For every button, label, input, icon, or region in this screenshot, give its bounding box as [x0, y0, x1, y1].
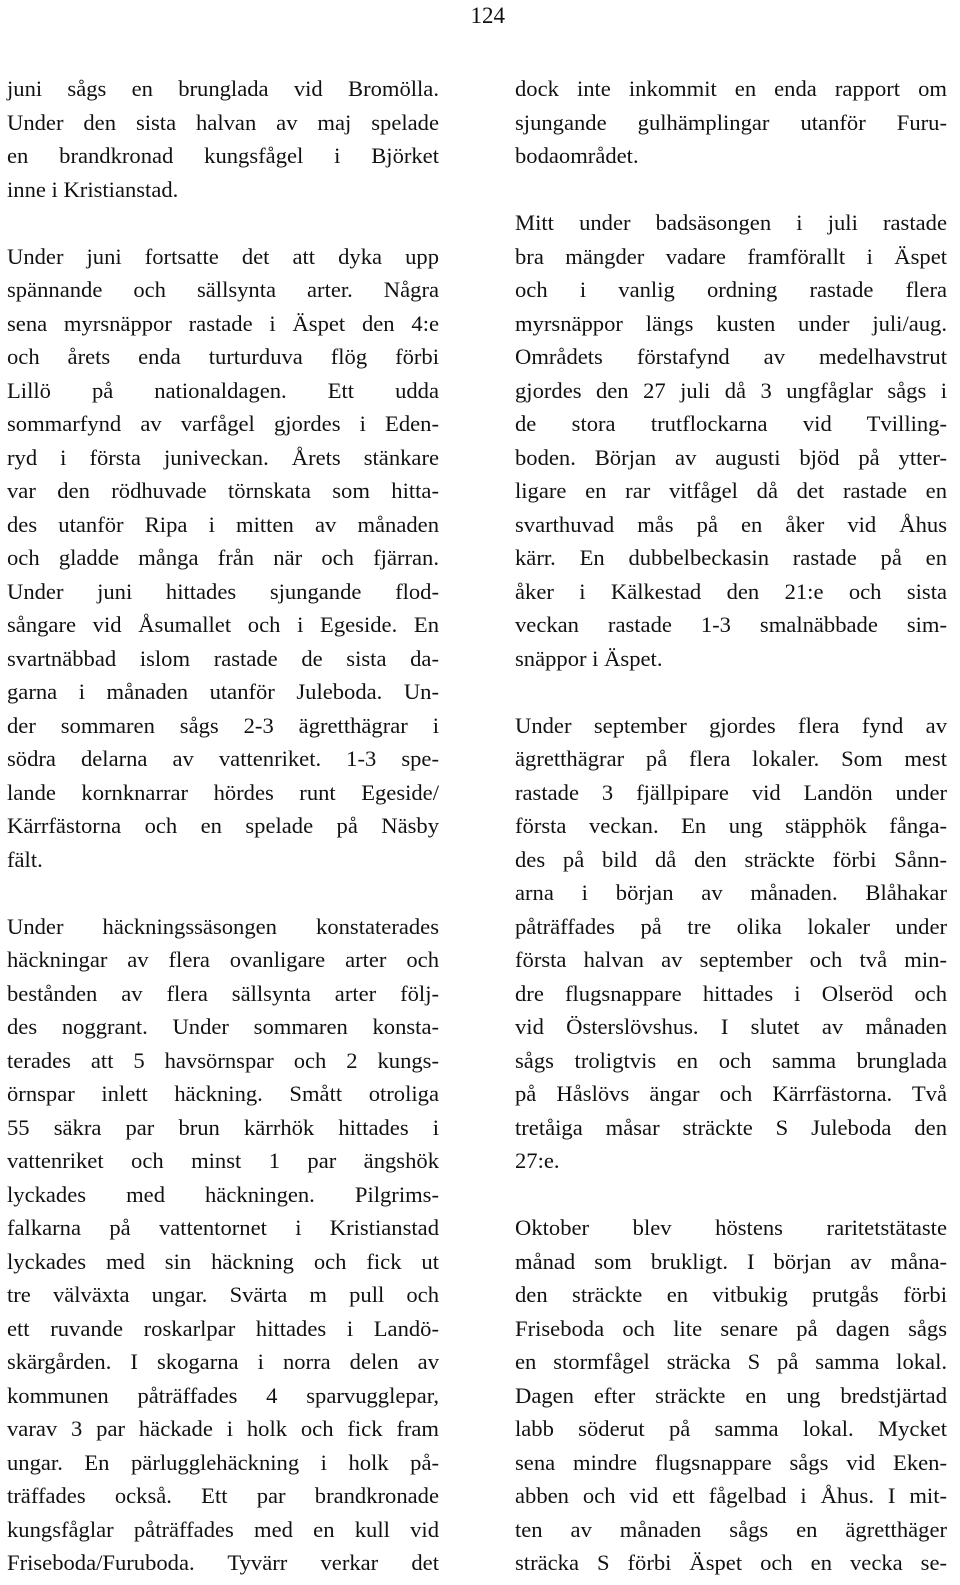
text-line: den sträckte en vitbukig prutgås förbi [515, 1282, 947, 1307]
text-line: skärgården. I skogarna i norra delen av [7, 1349, 439, 1374]
left-column [7, 72, 439, 1580]
text-line: Under juni hittades sjungande flod- [7, 578, 439, 604]
text-line: var den rödhuvade törnskata som hitta- [7, 478, 439, 503]
text-line: träffades också. Ett par brandkronade [7, 1483, 439, 1508]
text-line: månad som brukligt. I början av måna- [515, 1248, 947, 1274]
paragraph [515, 1211, 947, 1580]
text-line: örnspar inlett häckning. Smått otroliga [7, 1081, 439, 1106]
text-line: påträffades på tre olika lokaler under [515, 913, 947, 939]
text-line: och årets enda turturduva flög förbi [7, 344, 439, 369]
text-line: lyckades med häckningen. Pilgrims- [7, 1181, 439, 1207]
text-line: fält. [7, 846, 43, 872]
text-line: varav 3 par häckade i holk och fick fram [7, 1416, 439, 1441]
text-line: sjungande gulhämplingar utanför Furu- [515, 109, 947, 135]
text-line: tre välväxta ungar. Svärta m pull och [7, 1282, 439, 1307]
text-line: dre flugsnappare hittades i Olseröd och [515, 980, 947, 1006]
text-line: 27:e. [515, 1148, 560, 1173]
text-line: en stormfågel sträcka S på samma lokal. [515, 1349, 947, 1374]
text-line: Dagen efter sträckte en ung bredstjärtad [515, 1382, 947, 1408]
text-line: sena mindre flugsnappare sågs vid Eken- [515, 1449, 947, 1475]
paragraph [515, 206, 947, 675]
text-line: vid Österslövshus. I slutet av månaden [515, 1014, 947, 1039]
text-line: kommunen påträffades 4 sparvugglepar, [7, 1382, 439, 1408]
text-line: juni sågs en brunglada vid Bromölla. [7, 76, 439, 101]
paragraph [515, 709, 947, 1178]
text-line: och i vanlig ordning rastade flera [515, 277, 947, 302]
text-line: ligare en rar vitfågel då det rastade en [515, 478, 947, 503]
text-line: boden. Början av augusti bjöd på ytter- [515, 444, 947, 470]
text-line: arna i början av månaden. Blåhakar [515, 880, 947, 905]
text-line: lyckades med sin häckning och fick ut [7, 1248, 439, 1274]
text-line: Friseboda/Furuboda. Tyvärr verkar det [7, 1550, 439, 1575]
text-line: sena myrsnäppor rastade i Äspet den 4:e [7, 310, 439, 336]
text-line: des utanför Ripa i mitten av månaden [7, 511, 439, 537]
text-line: svartnäbbad islom rastade de sista da- [7, 645, 439, 671]
text-line: sågs troligtvis en och samma brunglada [515, 1047, 947, 1073]
text-line: rastade 3 fjällpipare vid Landön under [515, 779, 947, 805]
text-line: en brandkronad kungsfågel i Björket [7, 143, 439, 168]
text-line: kungsfåglar påträffades med en kull vid [7, 1516, 439, 1542]
text-line: garna i månaden utanför Juleboda. Un- [7, 679, 439, 704]
text-line: falkarna på vattentornet i Kristianstad [7, 1215, 439, 1240]
text-line: Mitt under badsäsongen i juli rastade [515, 210, 947, 235]
text-line: Områdets förstafynd av medelhavstrut [515, 344, 947, 369]
text-line: och gladde många från när och fjärran. [7, 545, 439, 570]
paragraph-spacer [515, 1178, 947, 1212]
text-line: inne i Kristianstad. [7, 176, 179, 202]
right-column [515, 72, 947, 1580]
text-line: lande kornknarrar hördes runt Egeside/ [7, 779, 439, 805]
text-line: ten av månaden sågs en ägretthäger [515, 1516, 947, 1542]
text-line: ägretthägrar på flera lokaler. Som mest [515, 746, 947, 771]
text-line: de stora trutflockarna vid Tvilling- [515, 411, 947, 436]
text-line: Friseboda och lite senare på dagen sågs [515, 1315, 947, 1341]
text-line: sångare vid Åsumallet och i Egeside. En [7, 612, 439, 637]
text-line: tretåiga måsar sträckte S Juleboda den [515, 1114, 947, 1140]
text-line: spännande och sällsynta arter. Några [7, 277, 439, 302]
text-line: Lillö på nationaldagen. Ett udda [7, 377, 439, 403]
text-line: ungar. En pärlugglehäckning i holk på- [7, 1449, 439, 1475]
paragraph-spacer [515, 173, 947, 207]
text-line: Kärrfästorna och en spelade på Näsby [7, 813, 439, 838]
text-line: första halvan av september och två min- [515, 947, 947, 972]
text-line: svarthuvad mås på en åker vid Åhus [515, 511, 947, 537]
text-line: Under september gjordes flera fynd av [515, 712, 947, 738]
text-line: södra delarna av vattenriket. 1-3 spe- [7, 746, 439, 771]
text-line: bodaområdet. [515, 143, 639, 168]
text-line: bestånden av flera sällsynta arter följ- [7, 980, 439, 1006]
text-line: Under häckningssäsongen konstaterades [7, 913, 439, 939]
text-line: åker i Kälkestad den 21:e och sista [515, 578, 947, 604]
text-line: Under den sista halvan av maj spelade [7, 109, 439, 135]
text-line: häckningar av flera ovanligare arter och [7, 947, 439, 972]
text-line: myrsnäppor längs kusten under juli/aug. [515, 310, 947, 336]
text-line: terades att 5 havsörnspar och 2 kungs- [7, 1047, 439, 1073]
text-line: des noggrant. Under sommaren konsta- [7, 1014, 439, 1039]
text-line: abben och vid ett fågelbad i Åhus. I mit- [515, 1483, 947, 1508]
text-line: Oktober blev höstens raritetstätaste [515, 1215, 947, 1240]
text-line: labb söderut på samma lokal. Mycket [515, 1416, 947, 1441]
text-line: bra mängder vadare framförallt i Äspet [515, 243, 947, 269]
text-line: sträcka S förbi Äspet och en vecka se- [515, 1550, 947, 1575]
paragraph [7, 910, 439, 1580]
text-line: snäppor i Äspet. [515, 645, 663, 671]
text-line: kärr. En dubbelbeckasin rastade på en [515, 545, 947, 570]
text-line: des på bild då den sträckte förbi Sånn- [515, 846, 947, 872]
text-line: der sommaren sågs 2-3 ägretthägrar i [7, 712, 439, 738]
paragraph [7, 72, 439, 206]
text-line: första veckan. En ung stäpphök fånga- [515, 813, 947, 838]
text-line: gjordes den 27 juli då 3 ungfåglar sågs i [515, 377, 947, 403]
paragraph [515, 72, 947, 173]
text-line: ett ruvande roskarlpar hittades i Landö- [7, 1315, 439, 1341]
text-line: vattenriket och minst 1 par ängshök [7, 1148, 439, 1173]
page-number: 124 [470, 3, 505, 28]
paragraph-spacer [7, 206, 439, 240]
text-line: Under juni fortsatte det att dyka upp [7, 243, 439, 269]
text-line: 55 säkra par brun kärrhök hittades i [7, 1114, 439, 1140]
text-line: på Håslövs ängar och Kärrfästorna. Två [515, 1081, 947, 1106]
text-line: veckan rastade 1-3 smalnäbbade sim- [515, 612, 947, 637]
text-line: dock inte inkommit en enda rapport om [515, 76, 947, 101]
paragraph-spacer [7, 876, 439, 910]
paragraph-spacer [515, 675, 947, 709]
paragraph [7, 240, 439, 877]
text-line: sommarfynd av varfågel gjordes i Eden- [7, 411, 439, 436]
text-line: ryd i första juniveckan. Årets stänkare [7, 444, 439, 470]
